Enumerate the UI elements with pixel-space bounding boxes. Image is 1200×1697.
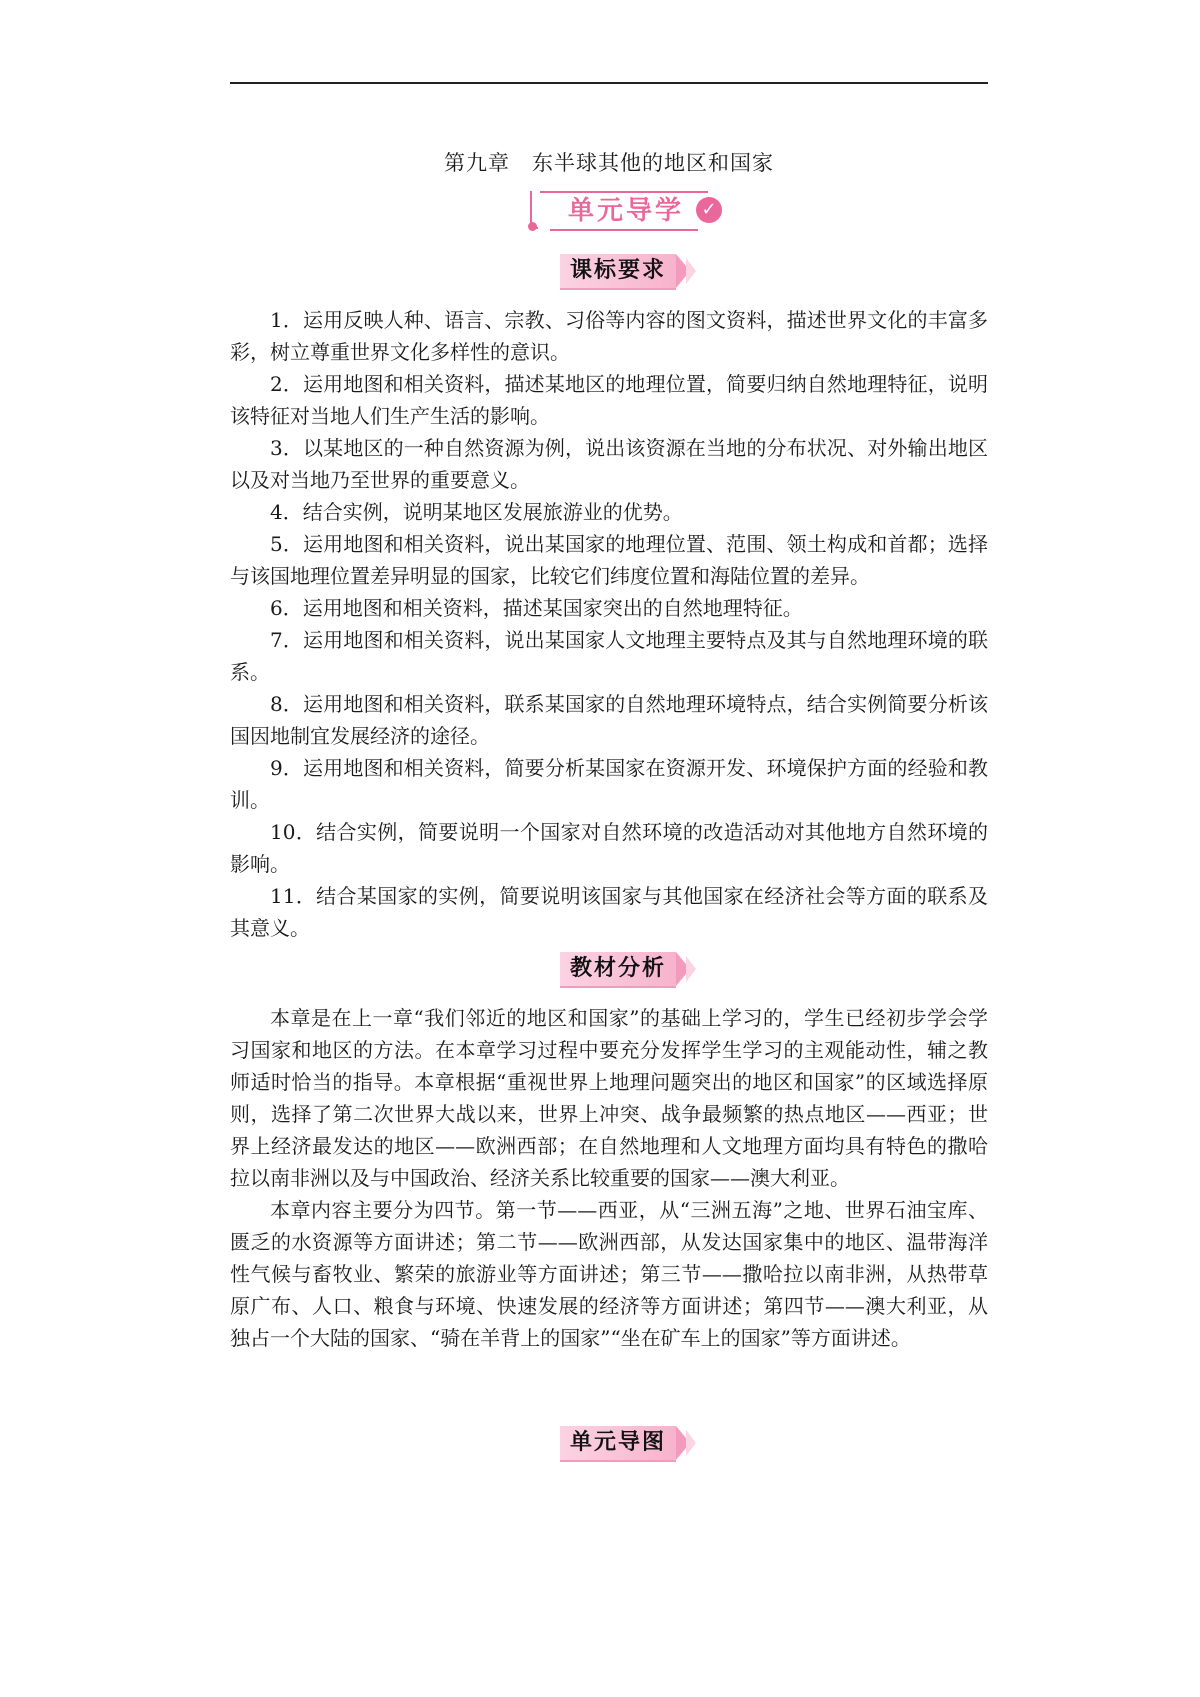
- check-icon: ✓: [696, 197, 722, 223]
- analysis-paragraph: 本章是在上一章“我们邻近的地区和国家”的基础上学习的，学生已经初步学会学习国家和地区的方法。在本章学习过程中要充分发挥学生学习的主观能动性，辅之教师适时恰当的指导。本章根据“重视世界上地理问题突出的地区和国家”的区域选择原则，选择了第二次世界大战以来，世界上冲突、战争最频繁的热点地区——西亚；世界上经济最发达的地区——欧洲西部；在自然地理和人文地理方面均具有特色的撒哈拉以南非洲以及与中国政治、经济关系比较重要的国家——澳大利亚。: [230, 1006, 988, 1190]
- curriculum-item: 1．运用反映人种、语言、宗教、习俗等内容的图文资料，描述世界文化的丰富多彩，树立尊重世界文化多样性的意识。: [230, 308, 988, 364]
- curriculum-item: 8．运用地图和相关资料，联系某国家的自然地理环境特点，结合实例简要分析该国因地制宜发展经济的途径。: [230, 692, 988, 748]
- top-rule: [230, 82, 988, 84]
- curriculum-item: 6．运用地图和相关资料，描述某国家突出的自然地理特征。: [270, 596, 803, 620]
- curriculum-item: 5．运用地图和相关资料，说出某国家的地理位置、范围、领土构成和首都；选择与该国地理位置差异明显的国家，比较它们纬度位置和海陆位置的差异。: [230, 532, 988, 588]
- curriculum-list: [230, 304, 988, 944]
- curriculum-item: 2．运用地图和相关资料，描述某地区的地理位置，简要归纳自然地理特征，说明该特征对当地人们生产生活的影响。: [230, 372, 988, 428]
- curriculum-item: 10．结合实例，简要说明一个国家对自然环境的改造活动对其他地方自然环境的影响。: [230, 820, 988, 876]
- analysis-text: [230, 1002, 988, 1354]
- curriculum-item: 3．以某地区的一种自然资源为例，说出该资源在当地的分布状况、对外输出地区以及对当地乃至世界的重要意义。: [230, 436, 988, 492]
- section-tag-unit-map: [560, 1426, 696, 1460]
- banner-frame-bottom: [550, 229, 698, 231]
- section-tag-curriculum: [560, 254, 696, 288]
- section-title-curriculum: 课标要求: [569, 258, 666, 283]
- curriculum-item: 9．运用地图和相关资料，简要分析某国家在资源开发、环境保护方面的经验和教训。: [230, 756, 988, 812]
- curriculum-item: 4．结合实例，说明某地区发展旅游业的优势。: [270, 500, 683, 524]
- section-title-unit-map: 单元导图: [569, 1430, 666, 1455]
- analysis-paragraph: 本章内容主要分为四节。第一节——西亚，从“三洲五海”之地、世界石油宝库、匮乏的水资源等方面讲述；第二节——欧洲西部，从发达国家集中的地区、温带海洋性气候与畜牧业、繁荣的旅游业等方面讲述；第三节——撒哈拉以南非洲，从热带草原广布、人口、粮食与环境、快速发展的经济等方面讲述；第四节——澳大利亚，从独占一个大陆的国家、“骑在羊背上的国家”“坐在矿车上的国家”等方面讲述。: [230, 1198, 988, 1350]
- unit-guide-banner: [528, 189, 734, 233]
- curriculum-item: 11．结合某国家的实例，简要说明该国家与其他国家在经济社会等方面的联系及其意义。: [230, 884, 988, 940]
- section-tag-analysis: [560, 952, 696, 986]
- curriculum-item: 7．运用地图和相关资料，说出某国家人文地理主要特点及其与自然地理环境的联系。: [230, 628, 988, 684]
- banner-dot: [528, 222, 537, 231]
- unit-guide-label: 单元导学: [567, 196, 684, 226]
- section-title-analysis: 教材分析: [569, 956, 666, 981]
- chapter-title: 第九章 东半球其他的地区和国家: [444, 151, 774, 175]
